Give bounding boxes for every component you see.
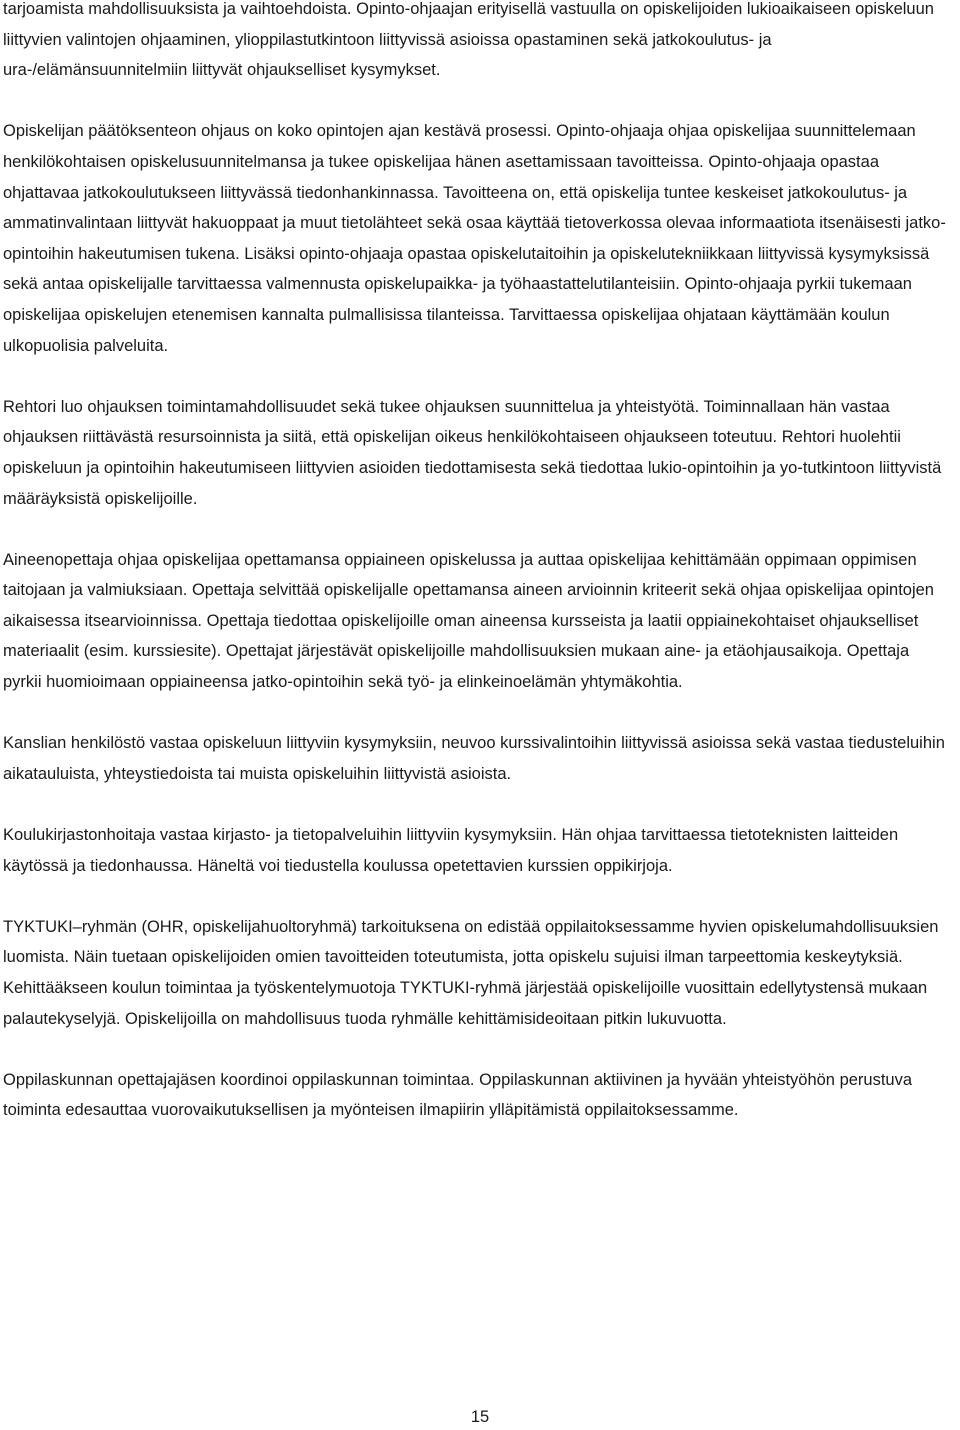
sentence: tarjoamista mahdollisuuksista ja vaihtoehdoista. [3,0,352,18]
sentence: Opettajat järjestävät opiskelijoille mahdollisuuksien mukaan aine- ja etäohjausaikoja. [225,642,843,661]
sentence: Tarvittaessa opiskelijaa ohjataan käyttämään koulun ulkopuolisia palveluita. [3,305,890,355]
sentence: Lisäksi opinto-ohjaaja opastaa opiskelutaitoihin ja opiskelutekniikkaan liittyvissä kysymyksissä sekä antaa opiskelijalle tarvittaessa valmennusta opiskelupaikka- ja työhaastattelutilanteisiin. [3,244,930,294]
sentence: Hän ohjaa tarvittaessa tietoteknisten laitteiden käytössä ja tiedonhaussa. [3,826,899,875]
paragraph-6 [3,820,948,881]
document-page [3,0,948,1157]
sentence: Opinto-ohjaaja opastaa ohjattavaa jatkokoulutukseen liittyvässä tiedonhankinnassa. [3,152,879,202]
sentence: Näin tuetaan opiskelijoiden omien tavoitteiden toteutumista, jotta opiskelu sujuisi ilman tarpeettomia keskeytyksiä. [73,948,903,967]
sentence: Opettaja selvittää opiskelijalle opettamansa aineen arvioinnin kriteerit sekä ohjaa opiskelijaa opintojen aikaisessa itsearvioinnissa. [3,581,934,630]
sentence: Opinto-ohjaajan erityisellä vastuulla on opiskelijoiden lukioaikaiseen opiskeluun liittyvien valintojen ohjaaminen, ylioppilastutkintoon liittyvissä asioissa opastaminen sekä jatkokoulutus- ja ura-/elämänsuunnitelmiin liittyvät ohjaukselliset kysymykset. [3,0,934,80]
sentence: Opiskelijan päätöksenteon ohjaus on koko opintojen ajan kestävä prosessi. [3,122,552,141]
paragraph-7 [3,912,948,1034]
paragraph-3 [3,392,948,514]
sentence: TYKTUKI–ryhmän (OHR, opiskelijahuoltoryhmä) tarkoituksena on edistää oppilaitoksessamme hyvien opiskelumahdollisuuksien luomista. [3,917,939,967]
paragraph-8 [3,1065,948,1126]
sentence: Kanslian henkilöstö vastaa opiskeluun liittyviin kysymyksiin, neuvoo kurssivalintoihin liittyvissä asioissa sekä vastaa tiedusteluihin aikatauluista, yhteystiedoista tai muista opiskeluihin liittyvistä asioista. [3,734,945,783]
paragraph-5 [3,728,948,789]
sentence: Koulukirjastonhoitaja vastaa kirjasto- ja tietopalveluihin liittyviin kysymyksiin. [3,826,557,845]
sentence: Tavoitteena on, että opiskelija tuntee keskeiset jatkokoulutus- ja ammatinvalintaan liittyvät hakuoppaat ja muut tietolähteet sekä osaa käyttää tietoverkossa olevaa informaatiota itsenäisesti jatko-opintoihin hakeutumisen tukena. [3,183,946,263]
sentence: Opettaja pyrkii huomioimaan oppiaineensa jatko-opintoihin sekä työ- ja elinkeinoelämän yhtymäkohtia. [3,642,910,692]
sentence: Opinto-ohjaaja pyrkii tukemaan opiskelijaa opiskelujen etenemisen kannalta pulmallisissa tilanteissa. [3,275,912,324]
sentence: Oppilaskunnan aktiivinen ja hyvään yhteistyöhön perustuva toiminta edesauttaa vuorovaikutuksellisen ja myönteisen ilmapiirin ylläpitämistä oppilaitoksessamme. [3,1070,913,1120]
sentence: Opettaja tiedottaa opiskelijoille oman aineensa kursseista ja laatii oppiainekohtaiset ohjaukselliset materiaalit (esim. kurssiesite). [3,611,919,661]
sentence: Rehtori huolehtii opiskeluun ja opintoihin hakeutumiseen liittyvien asioiden tiedottamisesta sekä tiedottaa lukio-opintoihin ja yo-tutkintoon liittyvistä määräyksistä opiskelijoille. [3,428,942,508]
sentence: Häneltä voi tiedustella koulussa opetettavien kurssien oppikirjoja. [197,856,673,875]
sentence: Rehtori luo ohjauksen toimintamahdollisuudet sekä tukee ohjauksen suunnittelua ja yhteistyötä. [3,397,700,416]
paragraph-2 [3,116,948,361]
paragraph-4 [3,545,948,698]
sentence: Toiminnallaan hän vastaa ohjauksen riittävästä resursoinnista ja siitä, että opiskelijan oikeus henkilökohtaiseen ohjaukseen toteutuu. [3,397,890,447]
sentence: Oppilaskunnan opettajajäsen koordinoi oppilaskunnan toimintaa. [3,1070,475,1089]
sentence: Kehittääkseen koulun toimintaa ja työskentelymuotoja TYKTUKI-ryhmä järjestää opiskelijoille vuosittain edellytystensä mukaan palautekyselyjä. [3,979,928,1028]
page-number: 15 [470,1408,490,1426]
sentence: Opinto-ohjaaja ohjaa opiskelijaa suunnittelemaan henkilökohtaisen opiskelusuunnitelmansa ja tukee opiskelijaa hänen asettamissaan tavoitteissa. [3,122,916,171]
paragraph-1 [3,0,948,86]
sentence: Aineenopettaja ohjaa opiskelijaa opettamansa oppiaineen opiskelussa ja auttaa opiskelijaa kehittämään oppimaan oppimisen taitojaan ja valmiuksiaan. [3,550,917,600]
sentence: Opiskelijoilla on mahdollisuus tuoda ryhmälle kehittämisideoitaan pitkin lukuvuotta. [125,1009,727,1028]
